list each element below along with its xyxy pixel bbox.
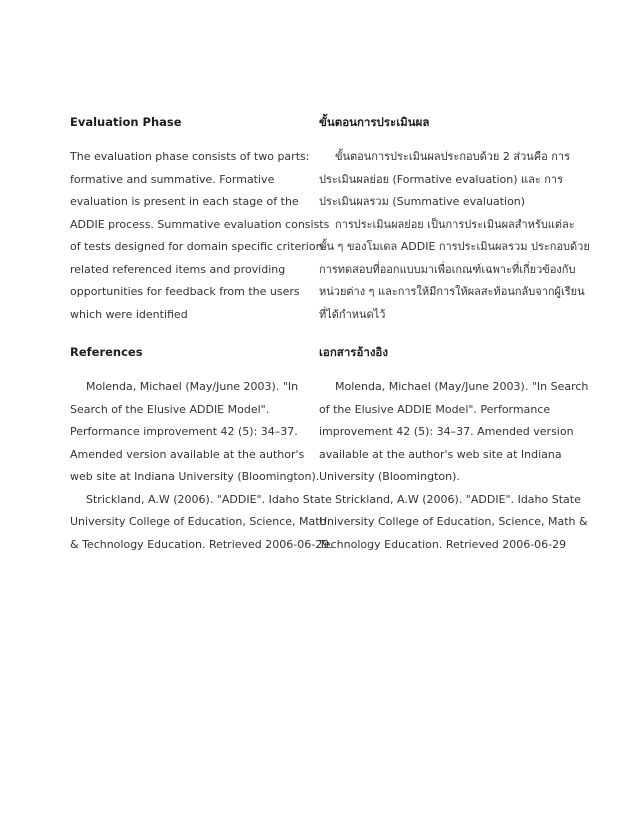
reference-line: improvement 42 (5): 34–37. Amended version <box>319 425 574 438</box>
reference-line: Amended version available at the author's <box>70 447 305 461</box>
text-line: of tests designed for domain specific criterion- <box>70 240 327 253</box>
references-heading-th: เอกสารอ้างอิง <box>319 345 388 359</box>
evaluation-heading-th: ขั้นตอนการประเมินผล <box>319 115 430 129</box>
text-line: ADDIE process. Summative evaluation consists <box>70 217 330 231</box>
text-line: ที่ได้กำหนดไว้ <box>319 307 386 321</box>
text-line: related referenced items and providing <box>70 262 286 276</box>
references-list-th <box>319 376 589 556</box>
text-line: which were identified <box>70 307 188 321</box>
text-line: หน่วยต่าง ๆ และการให้มีการให้ผลสะท้อนกลับจากผู้เรียน <box>319 285 585 298</box>
reference-line: Strickland, A.W (2006). "ADDIE". Idaho State <box>335 492 581 506</box>
text-line: ขั้น ๆ ของโมเดล ADDIE การประเมินผลรวม ประกอบด้วย <box>319 240 590 253</box>
reference-line: University College of Education, Science, Math <box>70 515 327 528</box>
reference-line: available at the author's web site at Indiana <box>319 447 562 461</box>
text-line: ประเมินผลรวม (Summative evaluation) <box>319 195 526 208</box>
evaluation-paragraph-en <box>70 146 330 326</box>
reference-line: of the Elusive ADDIE Model". Performance <box>319 402 551 416</box>
references-section-th <box>319 340 589 556</box>
evaluation-heading-en: Evaluation Phase <box>70 115 182 129</box>
reference-line: Search of the Elusive ADDIE Model". <box>70 402 270 416</box>
text-line: ขั้นตอนการประเมินผลประกอบด้วย 2 ส่วนคือ การ <box>335 150 570 163</box>
evaluation-section-en <box>70 110 330 326</box>
text-line: การประเมินผลย่อย เป็นการประเมินผลสำหรับแต่ละ <box>335 217 575 231</box>
reference-line: Molenda, Michael (May/June 2003). "In Search <box>335 380 589 393</box>
reference-line: University (Bloomington). <box>319 470 460 483</box>
text-line: evaluation is present in each stage of the <box>70 195 299 208</box>
reference-line: Technology Education. Retrieved 2006-06-29 <box>319 537 567 551</box>
evaluation-paragraph-th <box>319 146 590 326</box>
reference-line: Performance improvement 42 (5): 34–37. <box>70 425 298 438</box>
text-line: การทดสอบที่ออกแบบมาเพื่อเกณฑ์เฉพาะที่เกี่ยวข้องกับ <box>319 262 576 276</box>
reference-line: Molenda, Michael (May/June 2003). "In <box>86 380 299 393</box>
text-line: formative and summative. Formative <box>70 172 275 186</box>
reference-line: Strickland, A.W (2006). "ADDIE". Idaho State <box>86 492 332 506</box>
evaluation-section-th <box>319 110 590 326</box>
text-line: opportunities for feedback from the users <box>70 285 300 298</box>
reference-line: web site at Indiana University (Bloomington). <box>70 470 320 483</box>
references-list-en <box>70 376 333 556</box>
reference-line: & Technology Education. Retrieved 2006-06-29. <box>70 537 333 551</box>
reference-line: University College of Education, Science, Math & <box>319 515 588 528</box>
text-line: ประเมินผลย่อย (Formative evaluation) และ การ <box>319 172 564 186</box>
references-heading-en: References <box>70 345 143 359</box>
references-section-en <box>70 340 333 556</box>
text-line: The evaluation phase consists of two parts: <box>70 150 310 163</box>
